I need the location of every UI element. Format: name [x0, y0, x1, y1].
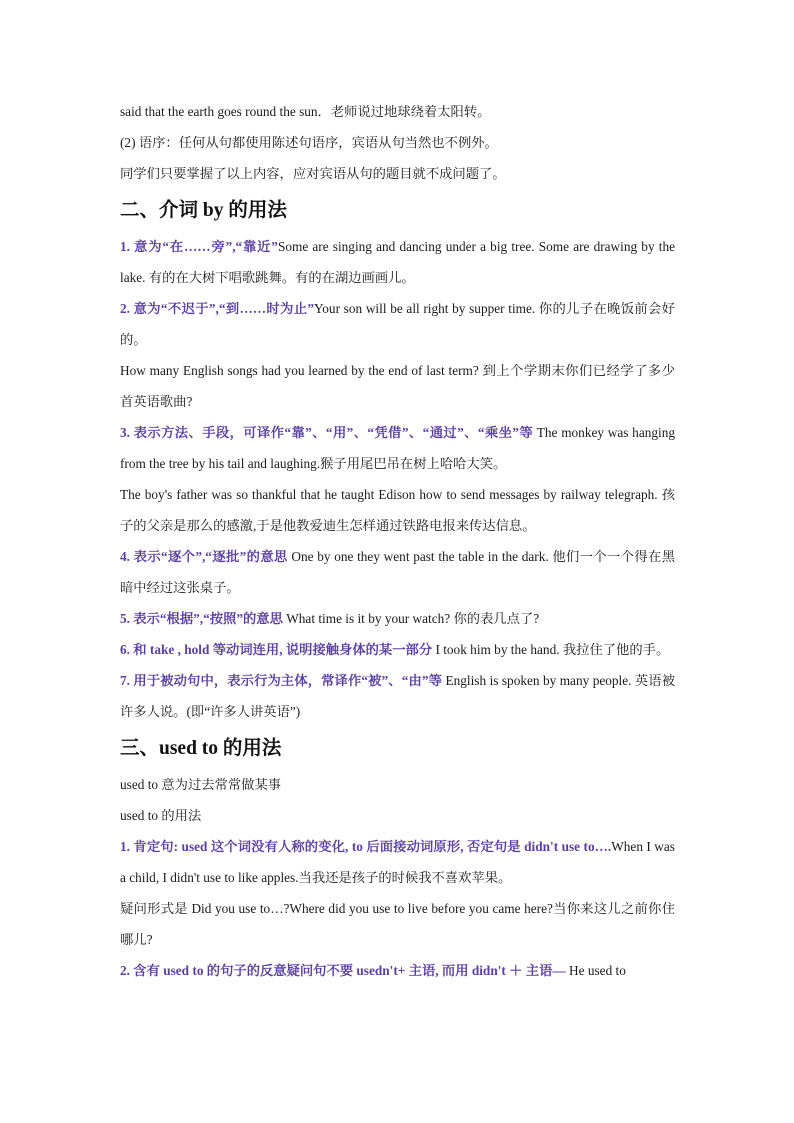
by-item-2-example: [120, 355, 675, 417]
item-text: The monkey was hanging from the tree by his tail and laughing.猴子用尾巴吊在树上哈哈大笑。: [120, 425, 676, 471]
item-text: I took him by the hand. 我拉住了他的手。: [432, 642, 670, 657]
item-prefix: 7. 用于被动句中，表示行为主体，常译作“被”、“由”等: [120, 673, 443, 688]
item-text: He used to: [565, 963, 626, 978]
used-to-usage: [120, 800, 675, 831]
item-text: used to 意为过去常常做某事: [120, 777, 282, 792]
item-prefix: 2. 意为“不迟于”,“到……时为止”: [120, 301, 315, 316]
used-to-item-1: [120, 831, 675, 893]
item-prefix: 2. 含有 used to 的句子的反意疑问句不要 usedn't+ 主语, 而用 didn't ＋ 主语—: [120, 963, 566, 978]
document-page: [120, 96, 675, 986]
item-text: How many English songs had you learned by the end of last term? 到上个学期末你们已经学了多少首英语歌曲?: [120, 363, 675, 409]
item-text: When I was a child, I didn't use to like apples.当我还是孩子的时候我不喜欢苹果。: [120, 839, 675, 885]
by-item-5: [120, 603, 675, 634]
item-text: 疑问形式是 Did you use to…?Where did you use to live before you came here?当你来这儿之前你住哪儿?: [120, 901, 675, 947]
used-to-item-1-question: [120, 893, 675, 955]
item-prefix: 5. 表示“根据”,“按照”的意思: [120, 611, 283, 626]
item-text: Your son will be all right by supper time. 你的儿子在晚饭前会好的。: [120, 301, 675, 347]
item-text: used to 的用法: [120, 808, 202, 823]
intro-line-3: 同学们只要掌握了以上内容，应对宾语从句的题目就不成问题了。: [120, 166, 506, 181]
item-text: The boy's father was so thankful that he taught Edison how to send messages by railway telegraph. 孩子的父亲是那么的感激,于是他教爱迪生怎样通过铁路电报来传达信息。: [120, 487, 675, 533]
item-prefix: 6. 和 take , hold 等动词连用, 说明接触身体的某一部分: [120, 642, 433, 657]
by-item-1: [120, 231, 675, 293]
item-prefix: 3. 表示方法、手段，可译作“靠”、“用”、“凭借”、“通过”、“乘坐”等: [120, 425, 534, 440]
used-to-meaning: [120, 769, 675, 800]
by-item-7: [120, 665, 675, 727]
by-item-2: [120, 293, 675, 355]
item-prefix: 1. 意为“在……旁”,“靠近”: [120, 239, 278, 254]
used-to-item-2: [120, 955, 675, 986]
by-item-4: [120, 541, 675, 603]
by-item-3: [120, 417, 675, 479]
intro-line-2: (2) 语序：任何从句都使用陈述句语序，宾语从句当然也不例外。: [120, 135, 498, 150]
item-prefix: 1. 肯定句: used 这个词没有人称的变化, to 后面接动词原形, 否定句是 didn't use to….: [120, 839, 612, 854]
by-item-3-example: [120, 479, 675, 541]
section-heading-used-to: 三、used to 的用法: [120, 738, 282, 759]
item-text: What time is it by your watch? 你的表几点了?: [282, 611, 540, 626]
item-text: One by one they went past the table in the dark. 他们一个一个得在黑暗中经过这张桌子。: [120, 549, 676, 595]
item-text: Some are singing and dancing under a big tree. Some are drawing by the lake. 有的在大树下唱歌跳舞。有的在湖边画画儿。: [120, 239, 676, 285]
by-item-6: [120, 634, 675, 665]
intro-line-1: said that the earth goes round the sun．老师说过地球绕着太阳转。: [120, 104, 491, 119]
item-prefix: 4. 表示“逐个”,“逐批”的意思: [120, 549, 288, 564]
item-text: English is spoken by many people. 英语被许多人说。(即“许多人讲英语”): [120, 673, 676, 719]
section-heading-by: 二、介词 by 的用法: [120, 200, 287, 221]
